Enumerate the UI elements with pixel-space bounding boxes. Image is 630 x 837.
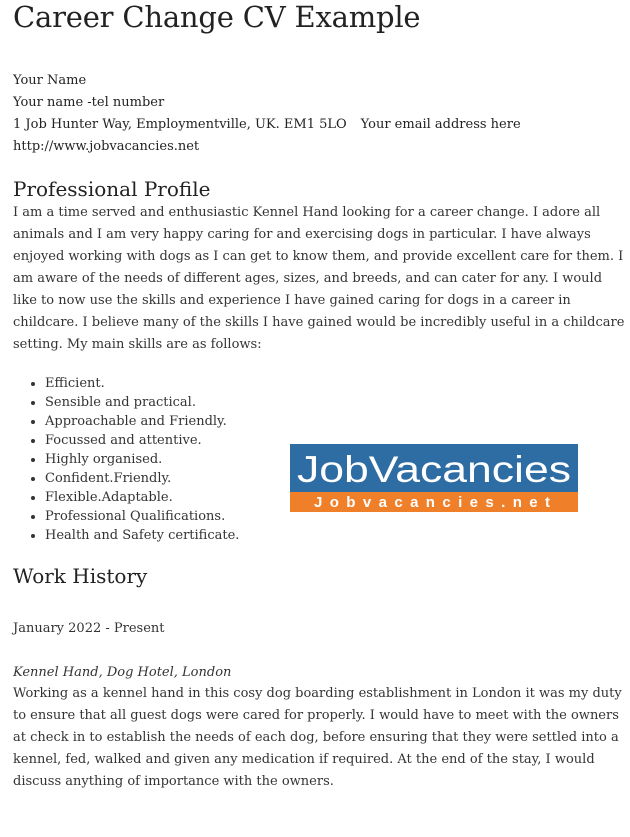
- skill-item: • Health and Safety certificate.: [45, 526, 630, 545]
- skill-item: • Focussed and attentive.: [45, 431, 630, 450]
- contact-address: 1 Job Hunter Way, Employmentville, UK. EM1 5LO: [13, 117, 347, 132]
- page-title: Career Change CV Example: [13, 0, 421, 34]
- contact-block: [13, 70, 630, 158]
- skill-item: • Professional Qualifications.: [45, 507, 630, 526]
- jobvacancies-logo-graphic: [290, 444, 578, 512]
- skill-item: • Efficient.: [45, 374, 630, 393]
- work-role: Kennel Hand, Dog Hotel, London: [13, 665, 232, 680]
- work-date: January 2022 - Present: [13, 621, 165, 636]
- skill-item: • Highly organised.: [45, 450, 630, 469]
- contact-name: Your Name: [13, 73, 87, 88]
- logo-main-text: JobVacancies: [297, 449, 571, 490]
- skill-item: • Confident.Friendly.: [45, 469, 630, 488]
- contact-website: http://www.jobvacancies.net: [13, 139, 200, 154]
- logo-sub-text: Jobvacancies.net: [314, 494, 554, 511]
- work-text: Working as a kennel hand in this cosy dog boarding establishment in London it was my duty to ensure that all guest dogs were cared for properly. I would have to meet with the owners at check in to establish the needs of each dog, before ensuring that they were settled into a kennel, fed, walked and given any medication if required. At the end of the stay, I would discuss anything of importance with the owners.: [13, 686, 622, 789]
- skill-item: • Approachable and Friendly.: [45, 412, 630, 431]
- profile-text: I am a time served and enthusiastic Kennel Hand looking for a career change. I adore all animals and I am very happy caring for and exercising dogs in particular. I have always enjoyed working with dogs as I can get to know them, and provide excellent care for them. I am aware of the needs of different ages, sizes, and breeds, and can cater for any. I would like to now use the skills and experience I have gained caring for dogs in a career in childcare. I believe many of the skills I have gained would be incredibly useful in a childcare setting. My main skills are as follows:: [13, 205, 625, 352]
- profile-heading: Professional Profile: [13, 177, 211, 201]
- skills-section: [13, 374, 630, 545]
- jobvacancies-logo: [290, 444, 578, 512]
- skill-item: • Sensible and practical.: [45, 393, 630, 412]
- contact-email: Your email address here: [360, 117, 521, 132]
- skill-item: • Flexible.Adaptable.: [45, 488, 630, 507]
- contact-tel: Your name -tel number: [13, 95, 165, 110]
- work-heading: Work History: [13, 564, 148, 588]
- contact-address-line: [13, 114, 630, 136]
